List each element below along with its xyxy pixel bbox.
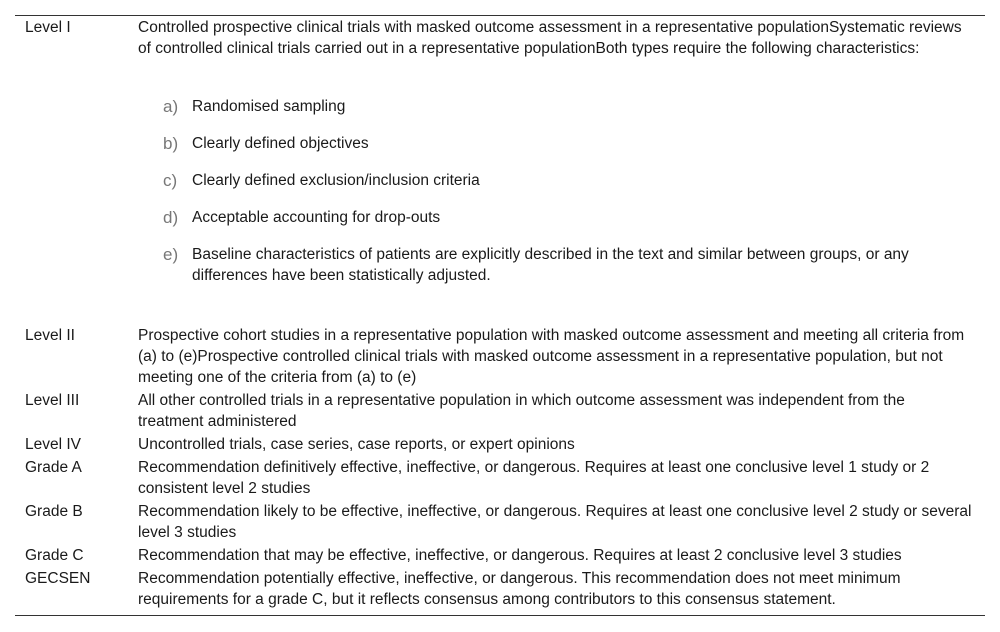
criterion-text: Clearly defined objectives [192,135,369,152]
table-bottom-rule [15,615,985,616]
criterion-text: Randomised sampling [192,98,346,115]
row-label: Level I [25,19,71,36]
row-label: Grade A [25,459,82,476]
criterion-letter: b) [163,134,179,153]
criterion-letter: a) [163,97,179,116]
row-text: Recommendation that may be effective, ineffective, or dangerous. Requires at least 2 conclusive level 3 studies [138,547,902,564]
row-label: Level IV [25,436,82,453]
row-text: Recommendation likely to be effective, ineffective, or dangerous. Requires at least one conclusive level 2 study or several level 3 studies [138,503,972,541]
criterion-text: Baseline characteristics of patients are explicitly described in the text and similar between groups, or any differences have been statistically adjusted. [192,246,909,284]
row-label: GECSEN [25,570,91,587]
criterion-letter: c) [163,171,178,190]
row-text: Uncontrolled trials, case series, case reports, or expert opinions [138,436,575,453]
row-text: Controlled prospective clinical trials with masked outcome assessment in a representative populationSystematic reviews of controlled clinical trials carried out in a representative populationBoth types require the following characteristics: [138,19,962,57]
row-label: Grade B [25,503,83,520]
row-text: Prospective cohort studies in a representative population with masked outcome assessment and meeting all criteria from (a) to (e)Prospective controlled clinical trials with masked outcome assessment in a representative population, but not meeting one of the criteria from (a) to (e) [138,327,965,386]
row-label: Level II [25,327,75,344]
criterion-letter: e) [163,245,179,264]
row-text: Recommendation definitively effective, ineffective, or dangerous. Requires at least one conclusive level 1 study or 2 consistent level 2 studies [138,459,930,497]
criterion-letter: d) [163,208,179,227]
criterion-text: Clearly defined exclusion/inclusion criteria [192,172,480,189]
row-text: Recommendation potentially effective, ineffective, or dangerous. This recommendation does not meet minimum requirements for a grade C, but it reflects consensus among contributors to this consensus statement. [138,570,901,608]
table-top-rule [15,15,985,16]
row-label: Grade C [25,547,84,564]
row-label: Level III [25,392,80,409]
row-text: All other controlled trials in a representative population in which outcome assessment was independent from the treatment administered [138,392,905,430]
criterion-text: Acceptable accounting for drop-outs [192,209,441,226]
